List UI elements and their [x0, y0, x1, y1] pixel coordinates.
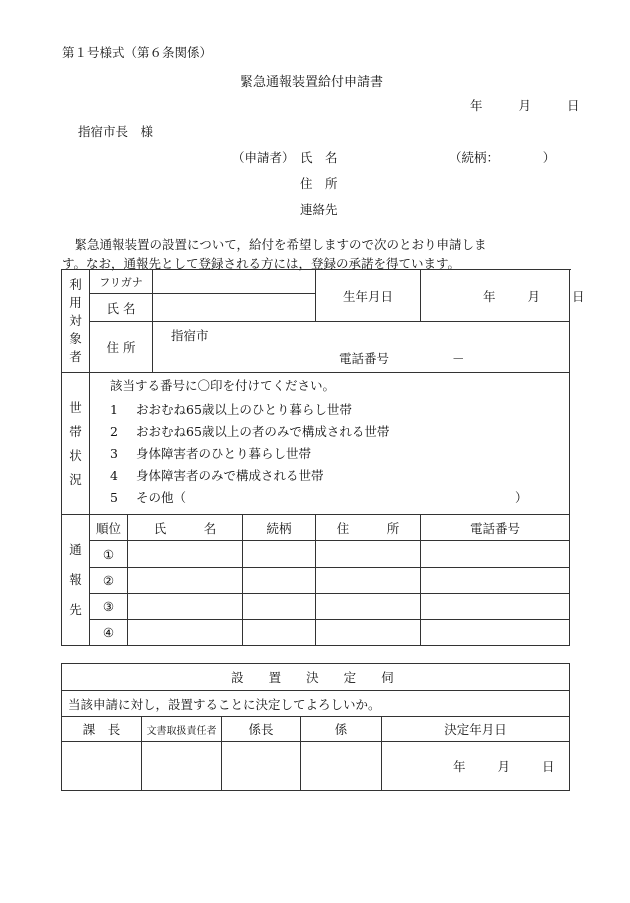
user-name-label: 氏 名 — [90, 294, 153, 322]
phone-separator: － — [452, 351, 465, 366]
applicant-address-label: 住 所 — [300, 176, 338, 191]
decision-title: 設 置 決 定 伺 — [62, 664, 570, 691]
decision-header-staff: 係 — [301, 717, 382, 742]
household-option-2[interactable]: 2 おおむね65歳以上の者のみで構成される世帯 — [110, 424, 390, 439]
user-name-field[interactable] — [153, 294, 316, 322]
contact-phone-field[interactable] — [421, 568, 570, 594]
contact-address-field[interactable] — [316, 568, 421, 594]
applicant-name-label: 氏 名 — [300, 150, 338, 165]
decision-text: 当該申請に対し，設置することに決定してよろしいか。 — [62, 691, 570, 717]
contact-phone-field[interactable] — [421, 594, 570, 620]
form-number: 第１号様式（第６条関係） — [62, 45, 213, 60]
contact-rank: ② — [90, 568, 128, 594]
contact-address-field[interactable] — [316, 541, 421, 568]
contact-phone-field[interactable] — [421, 541, 570, 568]
birth-label: 生年月日 — [316, 270, 421, 322]
household-option-3[interactable]: 3 身体障害者のひとり暮らし世帯 — [110, 446, 312, 461]
application-table — [61, 269, 585, 646]
birth-date-field[interactable]: 年 月 日 — [421, 270, 570, 322]
contact-row — [62, 568, 570, 594]
seal-staff[interactable] — [301, 742, 382, 791]
contact-phone-field[interactable] — [421, 620, 570, 646]
household-option-5[interactable]: 5 その他（ — [110, 490, 187, 505]
contact-row — [62, 594, 570, 620]
contact-relation-field[interactable] — [243, 541, 316, 568]
contacts-header-relation: 続柄 — [243, 515, 316, 541]
decision-table — [61, 663, 570, 791]
contact-relation-field[interactable] — [243, 620, 316, 646]
furigana-label: フリガナ — [90, 270, 153, 294]
contact-name-field[interactable] — [128, 620, 243, 646]
user-address-field[interactable] — [153, 322, 570, 373]
applicant-contact-label: 連絡先 — [300, 202, 338, 217]
contacts-header-phone: 電話番号 — [421, 515, 570, 541]
decision-header-section-chief: 課 長 — [62, 717, 142, 742]
decision-date-field[interactable]: 年 月 日 — [382, 742, 570, 791]
contact-relation-field[interactable] — [243, 568, 316, 594]
seal-section-chief[interactable] — [62, 742, 142, 791]
user-address-label: 住 所 — [90, 322, 153, 373]
addressee: 指宿市長 様 — [78, 124, 154, 139]
contact-row — [62, 541, 570, 568]
seal-document-officer[interactable] — [142, 742, 222, 791]
contact-name-field[interactable] — [128, 568, 243, 594]
furigana-field[interactable] — [153, 270, 316, 294]
form-title: 緊急通報装置給付申請書 — [240, 75, 384, 90]
household-options — [90, 373, 570, 515]
contact-rank: ① — [90, 541, 128, 568]
contacts-section-label: 通 報 先 — [62, 515, 90, 646]
contact-relation-field[interactable] — [243, 594, 316, 620]
applicant-relation-label: （続柄： ） — [449, 150, 556, 165]
other-close-paren: ） — [515, 490, 528, 505]
application-date: 年 月 日 — [470, 98, 580, 113]
decision-header-decision-date: 決定年月日 — [382, 717, 570, 742]
contact-address-field[interactable] — [316, 620, 421, 646]
household-option-1[interactable]: 1 おおむね65歳以上のひとり暮らし世帯 — [110, 402, 352, 417]
household-instruction: 該当する番号に〇印を付けてください。 — [110, 378, 336, 393]
contact-rank: ③ — [90, 594, 128, 620]
contact-address-field[interactable] — [316, 594, 421, 620]
decision-header-document-officer: 文書取扱責任者 — [142, 717, 222, 742]
contact-name-field[interactable] — [128, 594, 243, 620]
intro-text: 緊急通報装置の設置について，給付を希望しますので次のとおり申請しま す。なお，通報先として登録される方には，登録の承諾を得ています。 — [62, 237, 487, 271]
household-option-4[interactable]: 4 身体障害者のみで構成される世帯 — [110, 468, 324, 483]
contacts-header-rank: 順位 — [90, 515, 128, 541]
decision-header-subsection-chief: 係長 — [222, 717, 301, 742]
phone-label: 電話番号 — [339, 351, 390, 366]
contact-name-field[interactable] — [128, 541, 243, 568]
contact-rank: ④ — [90, 620, 128, 646]
household-section-label: 世 帯 状 況 — [62, 373, 90, 515]
address-prefix: 指宿市 — [171, 328, 209, 343]
seal-subsection-chief[interactable] — [222, 742, 301, 791]
contact-row — [62, 620, 570, 646]
contacts-header-name: 氏 名 — [128, 515, 243, 541]
user-section-label: 利 用 対 象 者 — [62, 270, 90, 373]
applicant-role: （申請者） — [232, 150, 295, 165]
contacts-header-address: 住 所 — [316, 515, 421, 541]
